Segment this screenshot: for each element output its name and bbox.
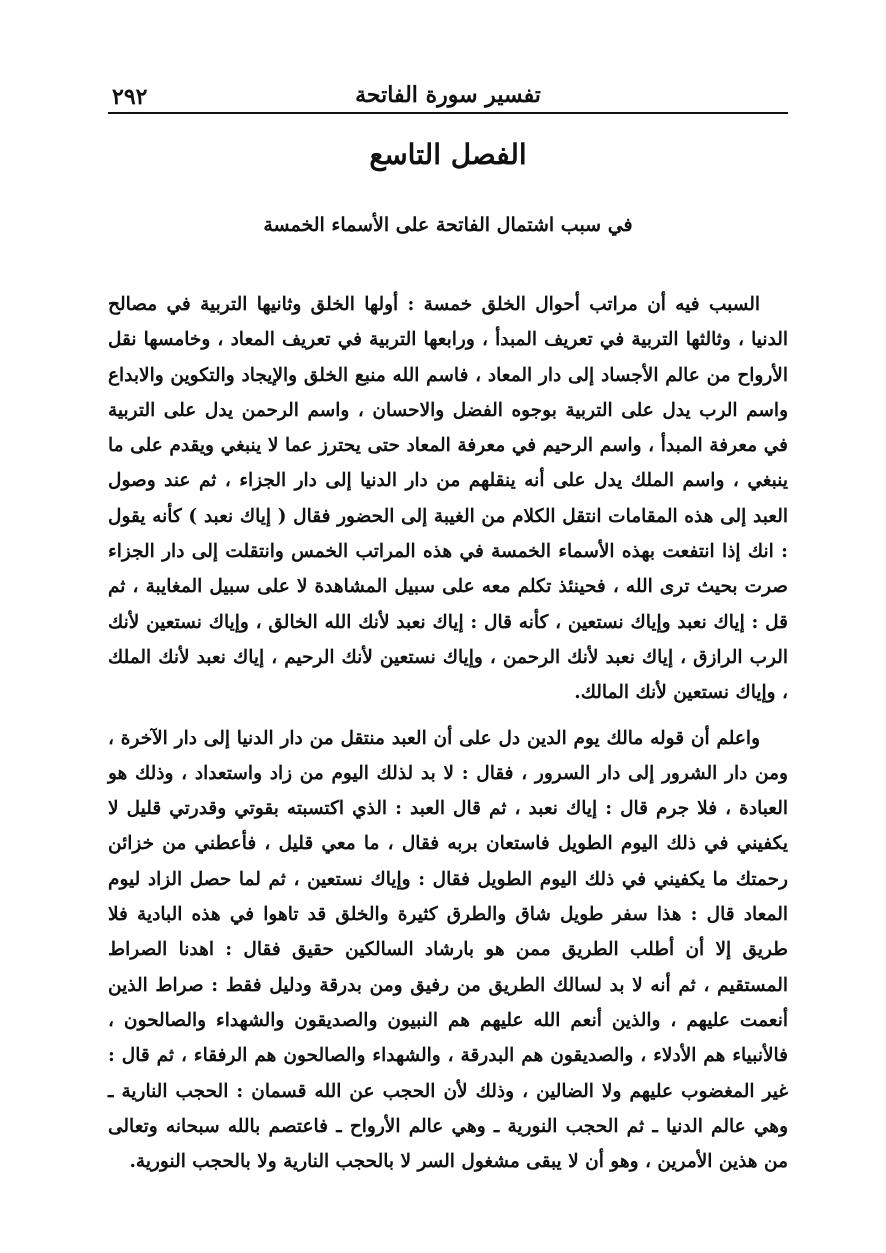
chapter-subtitle: في سبب اشتمال الفاتحة على الأسماء الخمسة [263,214,633,236]
paragraph: واعلم أن قوله مالك يوم الدين دل على أن العبد منتقل من دار الدنيا إلى دار الآخرة ، ومن دار الشرور إلى دار السرور ، فقال : لا بد لذلك اليوم من زاد واستعداد ، وذلك هو العبادة ، فلا جرم قال : إياك نعبد ، ثم قال العبد : الذي اكتسبته بقوتي وقدرتي قليل لا يكفيني في ذلك اليوم الطويل فاستعان بربه فقال ، ما معي قليل ، فأعطني من خزائن رحمتك ما يكفيني في ذلك اليوم الطويل فقال : وإياك نستعين ، ثم لما حصل الزاد ليوم المعاد قال : هذا سفر طويل شاق والطرق كثيرة والخلق قد تاهوا في هذه البادية فلا طريق إلا أن أطلب الطريق ممن هو بارشاد السالكين حقيق فقال : اهدنا الصراط المستقيم ، ثم أنه لا بد لسالك الطريق من رفيق ومن بدرقة ودليل فقط : صراط الذين أنعمت عليهم ، والذين أنعم الله عليهم هم النبيون والصديقون والشهداء والصالحون ، فالأنبياء هم الأدلاء ، والصديقون هم البدرقة ، والشهداء والصالحون هم الرفقاء ، ثم قال : غير المغضوب عليهم ولا الضالين ، وذلك لأن الحجب عن الله قسمان : الحجب النارية ـ وهي عالم الدنيا ـ ثم الحجب النورية ـ وهي عالم الأرواح ـ فاعتصم بالله سبحانه وتعالى من هذين الأمرين ، وهو أن لا يبقى مشغول السر لا بالحجب النارية ولا بالحجب النورية. [108,727,788,1173]
body-text [108,287,788,1179]
chapter-title: الفصل التاسع [369,138,527,171]
page-header [108,80,788,114]
paragraph: السبب فيه أن مراتب أحوال الخلق خمسة : أولها الخلق وثانيها التربية في مصالح الدنيا ، وثالثها التربية في تعريف المبدأ ، ورابعها التربية في تعريف المعاد ، وخامسها نقل الأرواح من عالم الأجساد إلى دار المعاد ، فاسم الله منبع الخلق والإيجاد والتكوين والابداع واسم الرب يدل على التربية بوجوه الفضل والاحسان ، واسم الرحمن يدل على التربية في معرفة المبدأ ، واسم الرحيم في معرفة المعاد حتى يحترز عما لا ينبغي ويقدم على ما ينبغي ، واسم الملك يدل على أنه ينقلهم من دار الدنيا إلى دار الجزاء ، ثم عند وصول العبد إلى هذه المقامات انتقل الكلام من الغيبة إلى الحضور فقال ( إياك نعبد ) كأنه يقول : انك إذا انتفعت بهذه الأسماء الخمسة في هذه المراتب الخمس وانتقلت إلى دار الجزاء صرت بحيث ترى الله ، فحينئذ تكلم معه على سبيل المشاهدة لا على سبيل المغايبة ، ثم قل : إياك نعبد وإياك نستعين ، كأنه قال : إياك نعبد لأنك الله الخالق ، وإياك نستعين لأنك الرب الرازق ، إياك نعبد لأنك الرحمن ، وإياك نستعين لأنك الرحيم ، إياك نعبد لأنك الملك ، وإياك نستعين لأنك المالك. [108,294,788,704]
page-number: ٢٩٢ [112,84,148,110]
running-title: تفسير سورة الفاتحة [355,82,541,108]
